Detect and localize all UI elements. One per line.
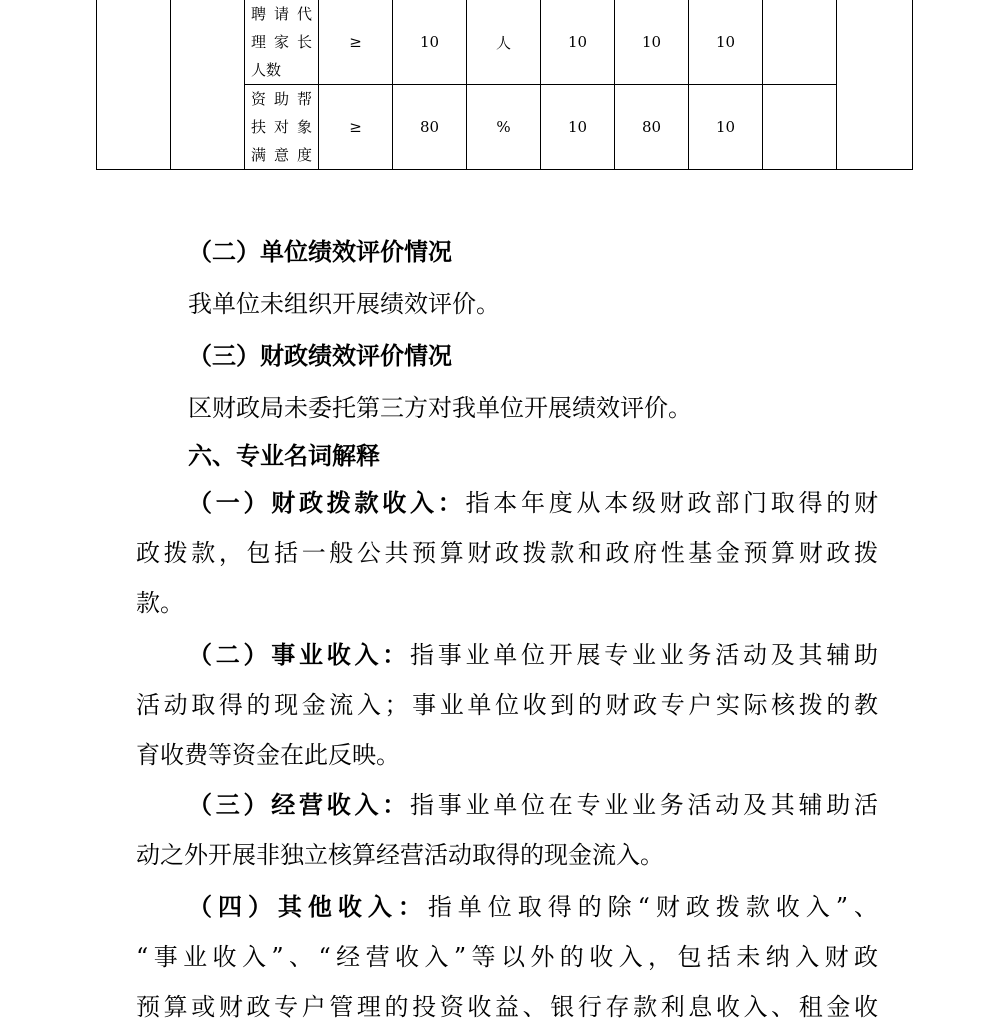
term-fiscal-appropriation	[136, 478, 878, 628]
unit-evaluation-heading: （二）单位绩效评价情况	[188, 237, 452, 266]
term-text: 指单位取得的除“财政拨款收入”、	[427, 893, 878, 921]
table-cell-empty	[171, 0, 245, 170]
term-line: 育收费等资金在此反映。	[136, 741, 400, 769]
actual-value-cell: 10	[615, 0, 689, 85]
weight-cell: 10	[541, 0, 615, 85]
term-text: 指事业单位在专业业务活动及其辅助活	[410, 791, 878, 819]
operator-cell: ≥	[319, 0, 393, 85]
term-line	[136, 478, 878, 528]
performance-indicator-table	[96, 0, 913, 170]
term-lead: （一）财政拨款收入：	[188, 488, 466, 517]
table-cell-empty	[763, 85, 837, 170]
term-line	[136, 882, 878, 932]
score-cell: 10	[689, 0, 763, 85]
unit-evaluation-body: 我单位未组织开展绩效评价。	[188, 290, 500, 318]
term-business-income	[136, 630, 878, 780]
indicator-line: 人数	[251, 61, 282, 79]
weight-cell: 10	[541, 85, 615, 170]
term-operating-income	[136, 780, 878, 880]
term-line: 款。	[136, 589, 184, 617]
indicator-name-cell	[245, 85, 319, 170]
target-value-cell: 10	[393, 0, 467, 85]
indicator-line: 理家长	[251, 33, 312, 51]
term-line: 预算或财政专户管理的投资收益、银行存款利息收入、租金收	[136, 993, 878, 1021]
term-lead: （三）经营收入：	[188, 790, 410, 819]
term-line: 动之外开展非独立核算经营活动取得的现金流入。	[136, 841, 664, 869]
target-value-cell: 80	[393, 85, 467, 170]
term-line	[136, 630, 878, 680]
term-line: 活动取得的现金流入；事业单位收到的财政专户实际核拨的教	[136, 691, 878, 719]
term-lead: （二）事业收入：	[188, 640, 410, 669]
indicator-line: 扶对象	[251, 118, 312, 136]
term-line	[136, 780, 878, 830]
table-cell-empty	[763, 0, 837, 85]
table-cell-empty	[97, 0, 171, 170]
indicator-name-cell	[245, 0, 319, 85]
terms-heading: 六、专业名词解释	[188, 441, 380, 470]
actual-value-cell: 80	[615, 85, 689, 170]
term-other-income	[136, 882, 878, 1032]
table-row	[97, 0, 913, 85]
unit-cell: 人	[467, 0, 541, 85]
operator-cell: ≥	[319, 85, 393, 170]
indicator-line: 聘请代	[251, 5, 312, 23]
term-text: 指事业单位开展专业业务活动及其辅助	[410, 641, 878, 669]
term-text: 指本年度从本级财政部门取得的财	[465, 489, 878, 517]
finance-evaluation-heading: （三）财政绩效评价情况	[188, 341, 452, 370]
unit-cell: %	[467, 85, 541, 170]
indicator-line: 资助帮	[251, 90, 312, 108]
term-line: “事业收入”、“经营收入”等以外的收入，包括未纳入财政	[136, 943, 878, 971]
term-line: 政拨款，包括一般公共预算财政拨款和政府性基金预算财政拨	[136, 539, 878, 567]
table-cell-empty	[837, 0, 913, 170]
score-cell: 10	[689, 85, 763, 170]
indicator-line: 满意度	[251, 146, 312, 164]
finance-evaluation-body: 区财政局未委托第三方对我单位开展绩效评价。	[188, 394, 692, 422]
term-lead: （四）其他收入：	[188, 892, 428, 921]
